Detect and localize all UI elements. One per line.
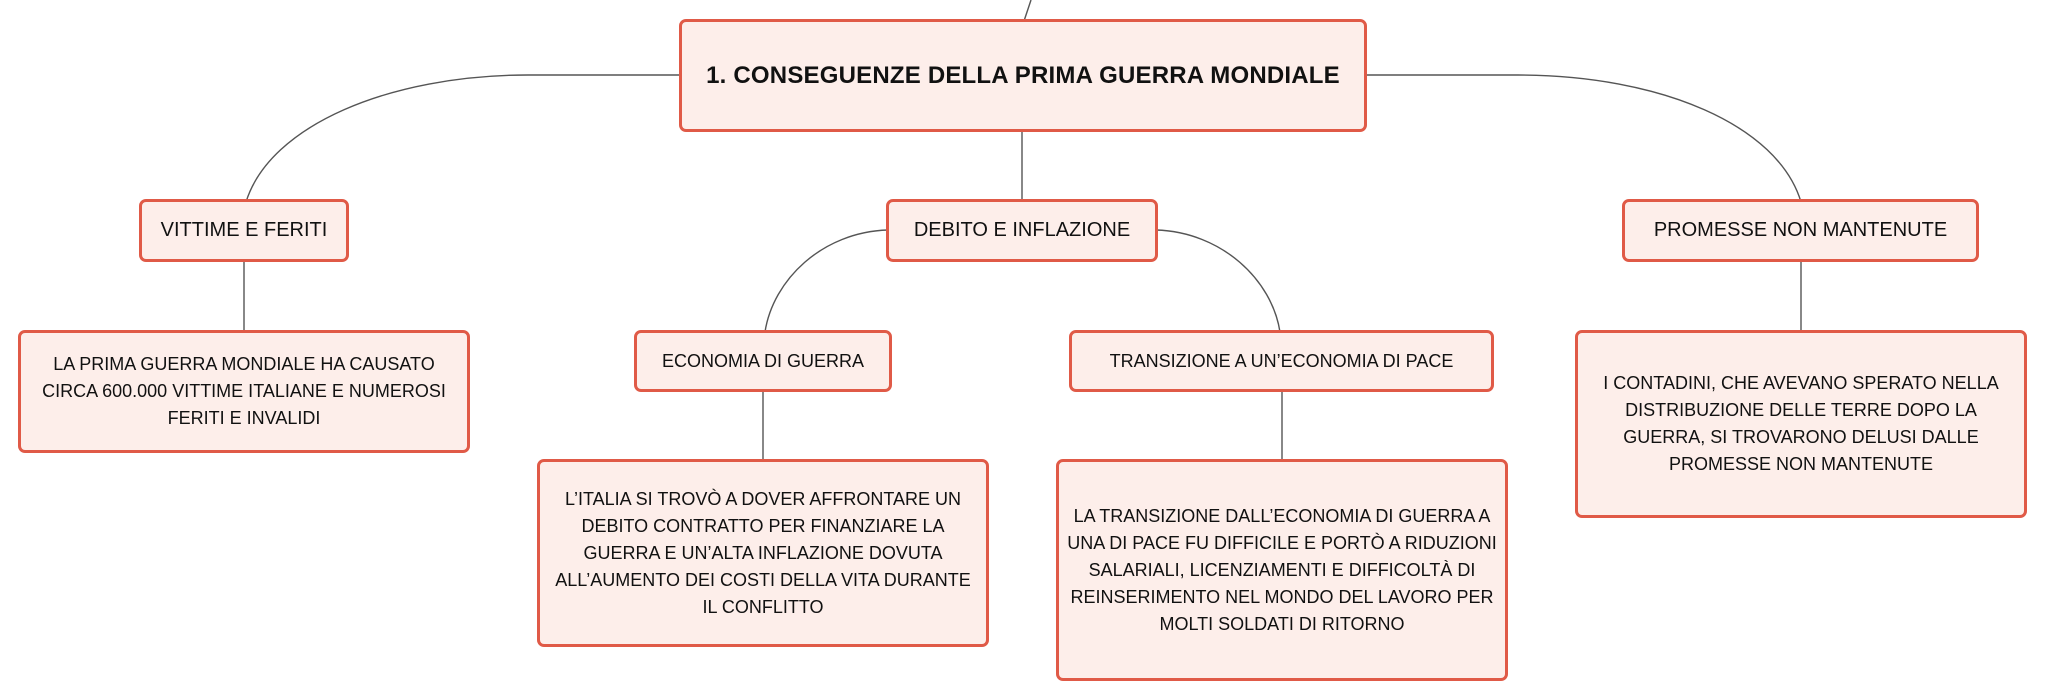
- connector-debito-to-transizione: [1156, 230, 1280, 332]
- topic-debito-label: DEBITO E INFLAZIONE: [913, 219, 1131, 241]
- subtopic-economia-label: ECONOMIA DI GUERRA: [661, 350, 865, 371]
- connector-debito-to-economia: [765, 230, 888, 332]
- connector-parent-to-root: [1024, 0, 1031, 21]
- connector-root-to-vittime: [246, 75, 681, 202]
- topic-promesse-non-mantenute[interactable]: [1622, 199, 1979, 262]
- topic-debito-e-inflazione[interactable]: [886, 199, 1158, 262]
- detail-transizione-economia-di-pace[interactable]: [1056, 459, 1508, 681]
- connector-root-to-promesse: [1365, 75, 1801, 202]
- detail-economia-di-guerra[interactable]: [537, 459, 989, 647]
- subtopic-transizione-economia-di-pace[interactable]: [1069, 330, 1494, 392]
- root-topic-label: 1. CONSEGUENZE DELLA PRIMA GUERRA MONDIALE: [706, 61, 1340, 89]
- detail-promesse-text: I CONTADINI, CHE AVEVANO SPERATO NELLA DISTRIBUZIONE DELLE TERRE DOPO LA GUERRA, SI TROVARONO DELUSI DALLE PROMESSE NON MANTENUTE: [1603, 373, 1999, 474]
- detail-promesse-non-mantenute[interactable]: [1575, 330, 2027, 518]
- subtopic-economia-di-guerra[interactable]: [634, 330, 892, 392]
- detail-transizione-text: LA TRANSIZIONE DALL’ECONOMIA DI GUERRA A UNA DI PACE FU DIFFICILE E PORTÒ A RIDUZIONI SALARIALI, LICENZIAMENTI E DIFFICOLTÀ DI REINSERIMENTO NEL MONDO DEL LAVORO PER MOLTI SOLDATI DI RITORNO: [1067, 505, 1497, 634]
- detail-economia-text: L’ITALIA SI TROVÒ A DOVER AFFRONTARE UN DEBITO CONTRATTO PER FINANZIARE LA GUERRA E UN’ALTA INFLAZIONE DOVUTA ALL’AUMENTO DEI COSTI DELLA VITA DURANTE IL CONFLITTO: [555, 488, 971, 617]
- detail-vittime-e-feriti[interactable]: [18, 330, 470, 453]
- subtopic-transizione-label: TRANSIZIONE A UN’ECONOMIA DI PACE: [1109, 350, 1454, 371]
- detail-vittime-text: LA PRIMA GUERRA MONDIALE HA CAUSATO CIRCA 600.000 VITTIME ITALIANE E NUMEROSI FERITI E INVALIDI: [42, 354, 446, 428]
- root-topic-node[interactable]: [679, 19, 1367, 132]
- topic-vittime-label: VITTIME E FERITI: [160, 219, 328, 241]
- topic-vittime-e-feriti[interactable]: [139, 199, 349, 262]
- topic-promesse-label: PROMESSE NON MANTENUTE: [1653, 219, 1948, 241]
